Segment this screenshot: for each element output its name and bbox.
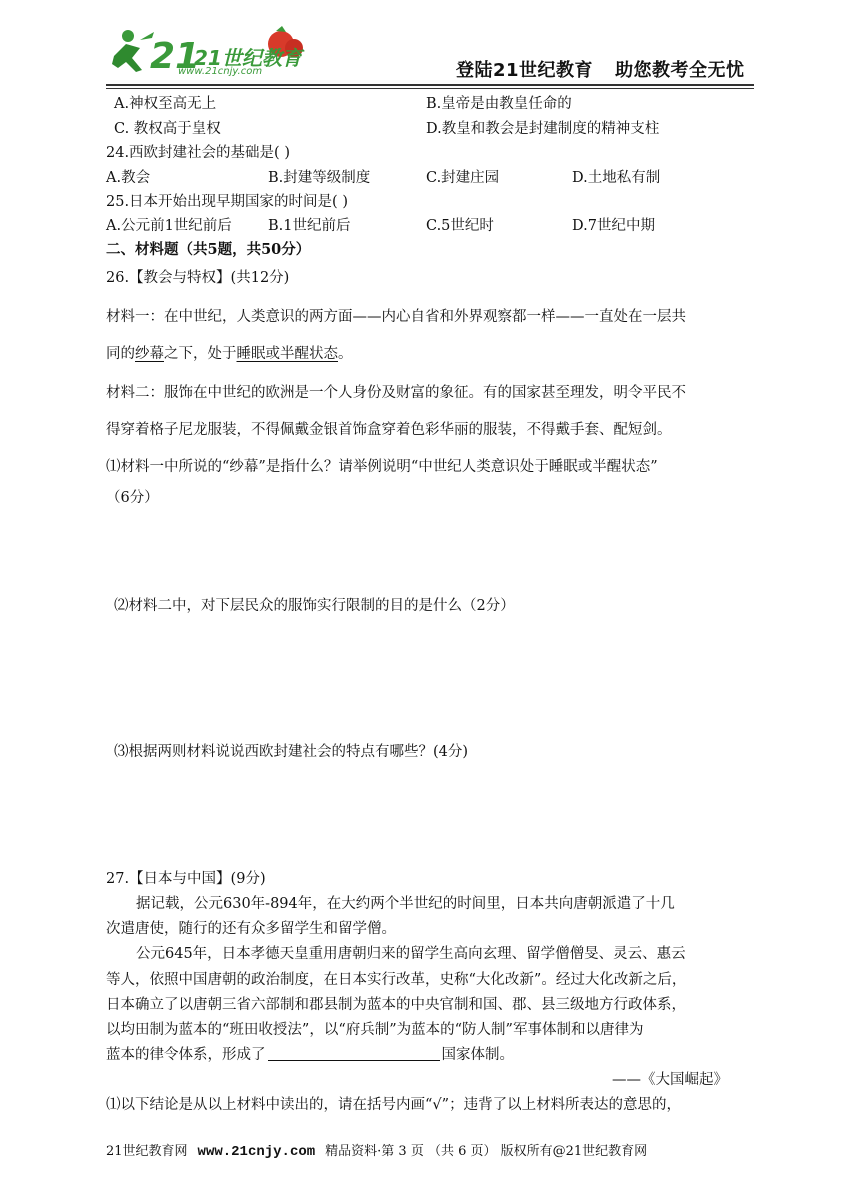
page-footer [106,1140,647,1160]
q23-option-c: C. 教权高于皇权 [114,121,221,137]
q26-material1-line2: 同的纱幕之下，处于睡眠或半醒状态。 [106,346,353,362]
slogan-wish: 助您教考全无忧 [615,60,745,81]
q26-title: 26.【教会与特权】(共12分) [106,270,290,286]
slogan-login: 登陆21世纪教育 [456,60,594,81]
underline-sleep: 睡眠或半醒状态 [236,346,338,362]
q24-stem: 24.西欧封建社会的基础是( ) [106,145,290,161]
q27-title: 27.【日本与中国】(9分) [106,871,266,887]
q27-p1-line1: 据记载，公元630年-894年，在大约两个半世纪的时间里，日本共向唐朝派遣了十几 [136,896,675,912]
q24-option-a: A.教会 [106,170,151,186]
q25-option-b: B.1世纪前后 [268,218,351,234]
footer-site: 21世纪教育网 [106,1144,188,1159]
fill-in-blank[interactable] [268,1046,440,1061]
footer-web: www.21cnjy.com [197,1144,316,1160]
header-divider [106,84,754,86]
q25-option-d: D.7世纪中期 [572,218,655,234]
q27-p2-line1: 公元645年，日本孝德天皇重用唐朝归来的留学生高向玄理、留学僧僧旻、灵云、惠云 [136,946,686,962]
logo-url: www.21cnjy.com [178,66,263,77]
q25-stem: 25.日本开始出现早期国家的时间是( ) [106,194,348,210]
header-slogan [456,56,745,82]
q24-option-d: D.土地私有制 [572,170,661,186]
footer-info: 精品资料·第 3 页 （共 6 页） 版权所有@21世纪教育网 [325,1144,648,1159]
q24-option-b: B.封建等级制度 [268,170,371,186]
logo-text: 21世纪教育 [194,46,302,70]
q26-sub3: ⑶根据两则材料说说西欧封建社会的特点有哪些？(4分) [114,744,469,760]
q27-p2-line4: 以均田制为蓝本的“班田收授法”，以“府兵制”为蓝本的“防人制”军事体制和以唐律为 [106,1022,644,1038]
q26-material2-line2: 得穿着格子尼龙服装，不得佩戴金银首饰盒穿着色彩华丽的服装，不得戴手套、配短剑。 [106,422,672,438]
q25-option-c: C.5世纪时 [426,218,494,234]
q26-material1-line1: 材料一：在中世纪，人类意识的两方面——内心自省和外界观察都一样——一直处在一层共 [106,309,686,325]
q23-option-b: B.皇帝是由教皇任命的 [426,96,572,112]
site-logo [106,22,306,84]
q26-sub1-line1: ⑴材料一中所说的“纱幕”是指什么？请举例说明“中世纪人类意识处于睡眠或半醒状态” [106,459,658,475]
section-title: 二、材料题（共5题，共50分） [106,241,311,258]
svg-text:21: 21 [150,36,201,77]
q27-p2-line5: 蓝本的律令体系，形成了 国家体制。 [106,1047,514,1063]
q26-material2-line1: 材料二：服饰在中世纪的欧洲是一个人身份及财富的象征。有的国家甚至理发，明令平民不 [106,385,686,401]
q23-option-d: D.教皇和教会是封建制度的精神支柱 [426,121,660,137]
q27-p2-line3: 日本确立了以唐朝三省六部制和郡县制为蓝本的中央官制和国、郡、县三级地方行政体系， [106,997,686,1013]
header-divider-thin [106,88,754,89]
q26-sub2: ⑵材料二中，对下层民众的服饰实行限制的目的是什么（2分） [114,598,515,614]
q27-p2-line2: 等人，依照中国唐朝的政治制度，在日本实行改革，史称“大化改新”。经过大化改新之后， [106,972,687,988]
q23-option-a: A.神权至高无上 [114,96,217,112]
q27-source: ——《大国崛起》 [612,1072,728,1088]
q24-option-c: C.封建庄园 [426,170,500,186]
q26-sub1-line2: （6分） [106,490,159,506]
q25-option-a: A.公元前1世纪前后 [106,218,232,234]
q27-p1-line2: 次遣唐使，随行的还有众多留学生和留学僧。 [106,921,396,937]
underline-veil: 纱幕 [135,346,164,362]
q27-sub1: ⑴以下结论是从以上材料中读出的，请在括号内画“√”；违背了以上材料所表达的意思的， [106,1097,682,1113]
